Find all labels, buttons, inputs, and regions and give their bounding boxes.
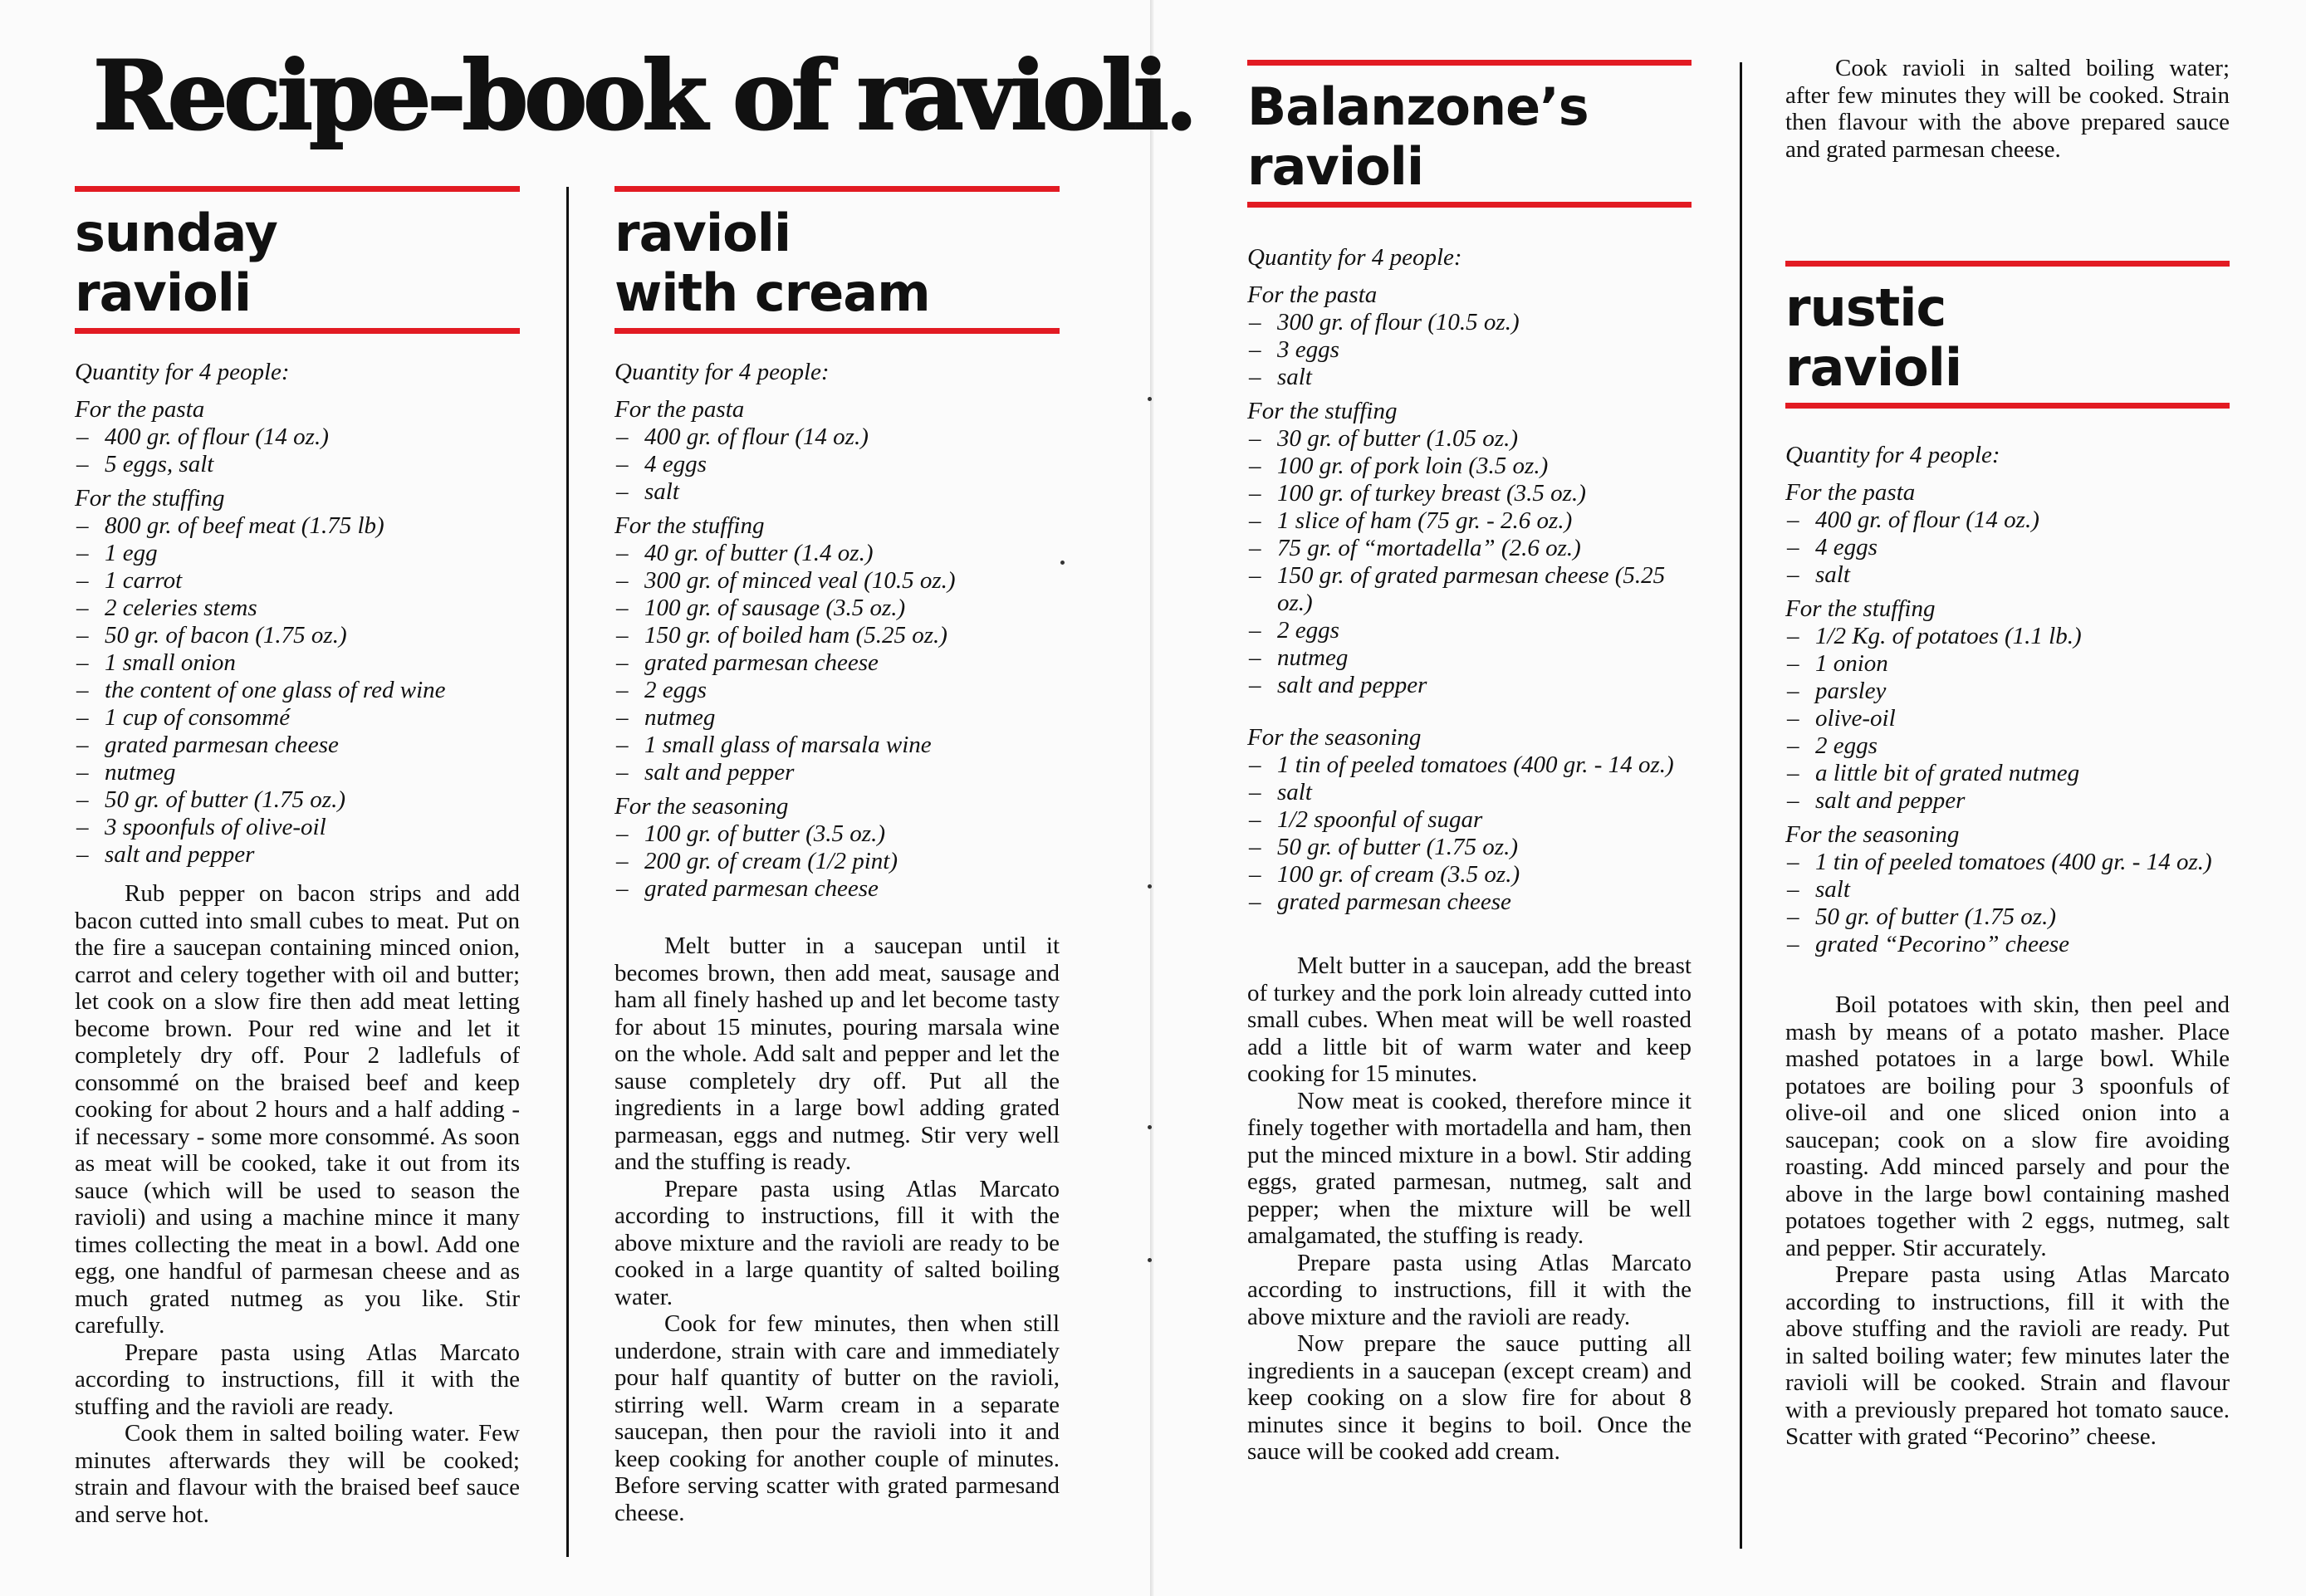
ingredient-item: – salt — [1785, 561, 2230, 589]
ingredient-list — [614, 423, 1060, 506]
ingredient-item: – grated parmesan cheese — [75, 732, 520, 759]
ingredient-list — [75, 512, 520, 869]
section-heading: For the seasoning — [614, 793, 789, 820]
section-heading: For the pasta — [1247, 282, 1378, 308]
method-paragraph: Melt butter in a saucepan until it becomes brown, then add meat, sausage and ham all finely hashed up and let become tasty for about 15 minutes, pouring marsala wine on the whole. Add salt and pepper and let the sause completely dry off. Put all the ingredients in a large bowl adding grated parmeasan, eggs and nutmeg. Stir very well and the stuffing is ready. — [614, 933, 1060, 1175]
binding-mark — [1148, 1258, 1152, 1262]
ingredient-item: – 40 gr. of butter (1.4 oz.) — [614, 540, 1060, 567]
section-heading: For the pasta — [75, 396, 205, 423]
ingredient-list — [1247, 425, 1692, 699]
ingredient-list — [614, 540, 1060, 786]
ingredient-item: – 800 gr. of beef meat (1.75 lb) — [75, 512, 520, 540]
ingredient-item: – 1 tin of peeled tomatoes (400 gr. - 14 oz.) — [1247, 751, 1692, 779]
method-paragraph: Cook for few minutes, then when still underdone, strain with care and immediately pour half quantity of butter on the ravioli, stirring well. Warm cream in a separate saucepan, then pour the ravioli into it and keep cooking for another couple of minutes. Before serving scatter with grated parmesand cheese. — [614, 1310, 1060, 1526]
column-divider — [1740, 62, 1742, 1549]
ingredient-item: – 100 gr. of sausage (3.5 oz.) — [614, 595, 1060, 622]
ingredient-item: – 4 eggs — [614, 451, 1060, 478]
section-heading: For the stuffing — [1247, 398, 1398, 424]
ingredient-list — [1247, 751, 1692, 916]
ingredient-item: – 2 eggs — [614, 677, 1060, 704]
ingredient-item: – 1 slice of ham (75 gr. - 2.6 oz.) — [1247, 507, 1692, 535]
ingredient-item: – 400 gr. of flour (14 oz.) — [1785, 507, 2230, 534]
ingredient-item: – 150 gr. of grated parmesan cheese (5.25 oz.) — [1247, 562, 1692, 617]
ingredient-item: – grated parmesan cheese — [614, 875, 1060, 903]
ingredient-item: – 300 gr. of minced veal (10.5 oz.) — [614, 567, 1060, 595]
ingredient-item: – 400 gr. of flour (14 oz.) — [75, 423, 520, 451]
ingredient-item: – salt — [614, 478, 1060, 506]
recipe-sunday-ravioli — [75, 186, 520, 1528]
quantity-label: Quantity for 4 people: — [75, 359, 290, 385]
ingredient-item: – salt and pepper — [1785, 787, 2230, 815]
ingredient-item: – parsley — [1785, 678, 2230, 705]
method-paragraph: Prepare pasta using Atlas Marcato according to instructions, fill it with the above mixture and the ravioli are ready to be cooked in a large quantity of salted boiling water. — [614, 1175, 1060, 1310]
ingredient-item: – a little bit of grated nutmeg — [1785, 760, 2230, 787]
binding-mark — [1148, 1125, 1152, 1129]
method-text — [614, 933, 1060, 1526]
recipe-title: rustic ravioli — [1785, 261, 2230, 409]
binding-mark — [1148, 884, 1152, 889]
method-paragraph: Cook ravioli in salted boiling water; after few minutes they will be cooked. Strain then flavour with the above prepared sauce and grated parmesan cheese. — [1785, 55, 2230, 163]
ingredient-item: – 1 tin of peeled tomatoes (400 gr. - 14 oz.) — [1785, 849, 2230, 876]
method-paragraph: Now meat is cooked, therefore mince it finely together with mortadella and ham, then put the minced mixture in a bowl. Stir adding eggs, grated parmesan, nutmeg, salt and pepper; when the mixture will be well amalgamated, the stuffing is ready. — [1247, 1087, 1692, 1249]
ingredient-item: – grated “Pecorino” cheese — [1785, 931, 2230, 958]
ingredient-item: – 30 gr. of butter (1.05 oz.) — [1247, 425, 1692, 453]
section-heading: For the seasoning — [1785, 821, 1960, 848]
ingredient-item: – 3 eggs — [1247, 336, 1692, 364]
method-paragraph: Rub pepper on bacon strips and add bacon cutted into small cubes to meat. Put on the fire a saucepan containing minced onion, carrot and celery together with oil and butter; let cook on a slow fire then add meat letting become brown. Pour red wine and let it completely dry off. Pour 2 ladlefuls of consommé on the braised beef and keep cooking for about 2 hours and a half adding - if necessary - some more consommé. As soon as meat will be cooked, take it out from its sauce (which will be used to season the ravioli) and using a machine mince it many times collecting the meat in a bowl. Add one egg, one handful of parmesan cheese and as much grated nutmeg as you like. Stir carefully. — [75, 880, 520, 1339]
recipe-balanzones-ravioli — [1247, 60, 1692, 1466]
ingredient-item: – 1 small glass of marsala wine — [614, 732, 1060, 759]
ingredient-item: – 5 eggs, salt — [75, 451, 520, 478]
ingredient-list — [1247, 309, 1692, 391]
ingredient-list — [1785, 507, 2230, 589]
ingredient-item: – 100 gr. of pork loin (3.5 oz.) — [1247, 453, 1692, 480]
ingredient-item: – salt and pepper — [614, 759, 1060, 786]
ingredient-item: – 1 egg — [75, 540, 520, 567]
balanzone-continuation — [1785, 55, 2230, 163]
ingredient-item: – grated parmesan cheese — [1247, 889, 1692, 916]
ingredient-item: – nutmeg — [75, 759, 520, 786]
ingredient-item: – grated parmesan cheese — [614, 649, 1060, 677]
ingredient-item: – 100 gr. of turkey breast (3.5 oz.) — [1247, 480, 1692, 507]
ingredients — [1785, 442, 2230, 958]
ingredient-item: – 1/2 spoonful of sugar — [1247, 806, 1692, 834]
quantity-label: Quantity for 4 people: — [1247, 244, 1462, 271]
recipe-title: ravioli with cream — [614, 186, 1060, 334]
binding-mark — [1148, 397, 1152, 401]
column-divider — [566, 187, 569, 1557]
section-heading: For the stuffing — [1785, 595, 1936, 622]
ingredient-list — [75, 423, 520, 478]
ingredient-item: – 200 gr. of cream (1/2 pint) — [614, 848, 1060, 875]
section-heading: For the pasta — [1785, 479, 1916, 506]
quantity-label: Quantity for 4 people: — [1785, 442, 2000, 468]
ingredient-item: – 50 gr. of butter (1.75 oz.) — [1785, 903, 2230, 931]
section-heading: For the seasoning — [1247, 724, 1422, 751]
ingredient-item: – nutmeg — [614, 704, 1060, 732]
ingredient-item: – salt — [1247, 779, 1692, 806]
ingredient-item: – 1 cup of consommé — [75, 704, 520, 732]
ingredient-item: – 1 carrot — [75, 567, 520, 595]
ingredient-item: – 400 gr. of flour (14 oz.) — [614, 423, 1060, 451]
method-paragraph: Now prepare the sauce putting all ingredients in a saucepan (except cream) and keep cooking on a slow fire for about 8 minutes since it begins to boil. Once the sauce will be cooked add cream. — [1247, 1330, 1692, 1465]
ingredient-item: – 2 eggs — [1785, 732, 2230, 760]
ingredient-item: – nutmeg — [1247, 644, 1692, 672]
ingredient-list — [1785, 849, 2230, 958]
binding-mark — [1060, 561, 1065, 565]
ingredients — [614, 359, 1060, 903]
section-heading: For the stuffing — [75, 485, 225, 512]
method-paragraph: Cook them in salted boiling water. Few minutes afterwards they will be cooked; strain and flavour with the braised beef sauce and serve hot. — [75, 1420, 520, 1528]
ingredient-list — [1785, 623, 2230, 815]
ingredient-item: – 100 gr. of butter (3.5 oz.) — [614, 820, 1060, 848]
ingredient-item: – 1 onion — [1785, 650, 2230, 678]
ingredient-item: – salt and pepper — [1247, 672, 1692, 699]
section-heading: For the stuffing — [614, 512, 765, 539]
ingredient-item: – 4 eggs — [1785, 534, 2230, 561]
method-text — [75, 880, 520, 1528]
ingredient-item: – 300 gr. of flour (10.5 oz.) — [1247, 309, 1692, 336]
recipe-title: sunday ravioli — [75, 186, 520, 334]
ingredient-item: – the content of one glass of red wine — [75, 677, 520, 704]
ingredient-item: – 2 eggs — [1247, 617, 1692, 644]
ingredient-item: – 75 gr. of “mortadella” (2.6 oz.) — [1247, 535, 1692, 562]
ingredient-item: – salt — [1785, 876, 2230, 903]
ingredient-item: – 1/2 Kg. of potatoes (1.1 lb.) — [1785, 623, 2230, 650]
method-paragraph: Prepare pasta using Atlas Marcato according to instructions, fill it with the above stuffing and the ravioli are ready. Put in salted boiling water; few minutes later the ravioli will be cooked. Strain and flavour with a previously prepared hot tomato sauce. Scatter with grated “Pecorino” cheese. — [1785, 1261, 2230, 1450]
ingredient-item: – 2 celeries stems — [75, 595, 520, 622]
recipe-title: Balanzone’s ravioli — [1247, 60, 1692, 208]
ingredients — [75, 359, 520, 869]
ingredient-item: – 50 gr. of butter (1.75 oz.) — [1247, 834, 1692, 861]
method-text — [1785, 991, 2230, 1451]
recipe-rustic-ravioli — [1785, 55, 2230, 1451]
method-paragraph: Prepare pasta using Atlas Marcato according to instructions, fill it with the above mixture and the ravioli are ready. — [1247, 1249, 1692, 1330]
ingredient-item: – 3 spoonfuls of olive-oil — [75, 814, 520, 841]
ingredient-list — [614, 820, 1060, 903]
ingredient-item: – 150 gr. of boiled ham (5.25 oz.) — [614, 622, 1060, 649]
ingredient-item: – salt and pepper — [75, 841, 520, 869]
method-text — [1247, 952, 1692, 1466]
quantity-label: Quantity for 4 people: — [614, 359, 830, 385]
ingredient-item: – salt — [1247, 364, 1692, 391]
method-paragraph: Prepare pasta using Atlas Marcato according to instructions, fill it with the stuffing and the ravioli are ready. — [75, 1339, 520, 1420]
ingredient-item: – olive-oil — [1785, 705, 2230, 732]
ingredients — [1247, 244, 1692, 916]
ingredient-item: – 100 gr. of cream (3.5 oz.) — [1247, 861, 1692, 889]
method-paragraph: Boil potatoes with skin, then peel and mash by means of a potato masher. Place mashed potatoes in a large bowl. While potatoes are boiling pour 3 spoonfuls of olive-oil and one sliced onion into a saucepan; cook on a slow fire avoiding roasting. Add minced parsely and pour the above in the large bowl containing mashed potatoes together with 2 eggs, nutmeg, salt and pepper. Stir accurately. — [1785, 991, 2230, 1261]
ingredient-item: – 50 gr. of butter (1.75 oz.) — [75, 786, 520, 814]
ingredient-item: – 1 small onion — [75, 649, 520, 677]
book-title: Recipe-book of ravioli. — [93, 40, 1194, 151]
book-fold — [1150, 0, 1155, 1596]
method-paragraph: Melt butter in a saucepan, add the breast of turkey and the pork loin already cutted into small cubes. When meat will be well roasted add a little bit of warm water and keep cooking for 15 minutes. — [1247, 952, 1692, 1087]
ingredient-item: – 50 gr. of bacon (1.75 oz.) — [75, 622, 520, 649]
section-heading: For the pasta — [614, 396, 745, 423]
recipe-ravioli-with-cream — [614, 186, 1060, 1526]
